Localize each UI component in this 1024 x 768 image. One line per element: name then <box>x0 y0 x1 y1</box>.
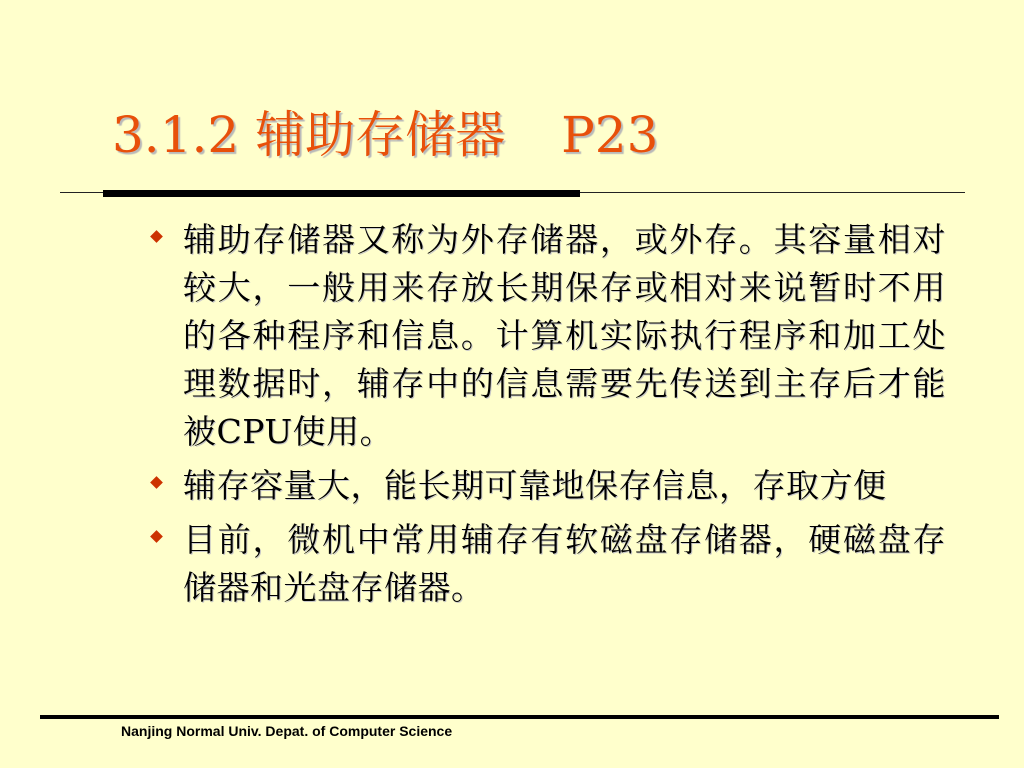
diamond-bullet-icon <box>150 476 163 489</box>
title-divider-thick <box>103 190 580 197</box>
diamond-bullet-icon <box>150 230 163 243</box>
bullet-item <box>146 462 946 510</box>
bullet-text: 辅助存储器又称为外存储器，或外存。其容量相对较大，一般用来存放长期保存或相对来说暂时不用的各种程序和信息。计算机实际执行程序和加工处理数据时，辅存中的信息需要先传送到主存后才能被CPU使用。 <box>183 220 946 451</box>
footer-divider <box>40 715 999 719</box>
title-text: 辅助存储器 <box>255 106 506 164</box>
bullet-item <box>146 216 946 456</box>
diamond-bullet-icon <box>150 530 163 543</box>
title-section-number: 3.1.2 <box>112 106 240 164</box>
title-page-reference: P23 <box>561 106 659 164</box>
bullet-text: 目前，微机中常用辅存有软磁盘存储器，硬磁盘存储器和光盘存储器。 <box>183 520 946 607</box>
footer-text: Nanjing Normal Univ. Depat. of Computer Science <box>121 723 453 739</box>
bullet-item <box>146 516 946 612</box>
bullet-text: 辅存容量大，能长期可靠地保存信息，存取方便 <box>183 466 887 505</box>
slide-title <box>112 100 658 170</box>
bullet-list <box>146 216 946 618</box>
